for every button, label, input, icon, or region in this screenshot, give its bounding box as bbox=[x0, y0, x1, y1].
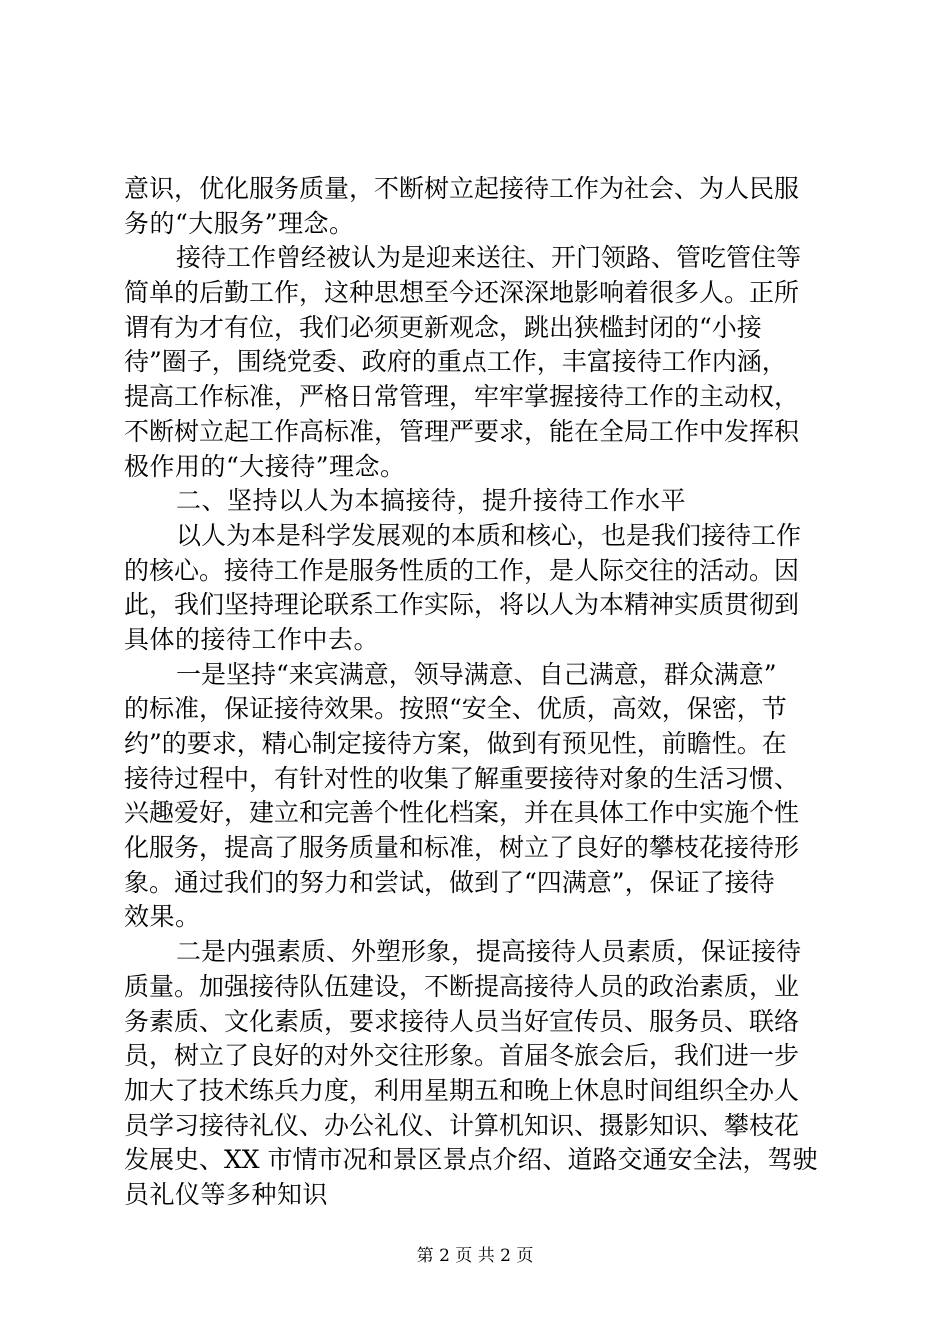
text-line: 具体的接待工作中去。 bbox=[124, 624, 380, 654]
text-line: 不断树立起工作高标准，管理严要求，能在全局工作中发挥积 bbox=[124, 416, 800, 446]
text-line: 象。通过我们的努力和尝试，做到了“四满意”，保证了接待 bbox=[124, 867, 775, 897]
text-line: 的标准，保证接待效果。按照“安全、优质，高效，保密，节 bbox=[124, 694, 787, 724]
text-line: 以人为本是科学发展观的本质和核心，也是我们接待工作 bbox=[176, 520, 802, 550]
text-line: 效果。 bbox=[124, 902, 201, 932]
text-line: 化服务，提高了服务质量和标准，树立了良好的攀枝花接待形 bbox=[124, 833, 800, 863]
text-line: 提高工作标准，严格日常管理，牢牢掌握接待工作的主动权， bbox=[124, 382, 800, 412]
body-text bbox=[124, 172, 836, 1213]
text-line: 简单的后勤工作，这种思想至今还深深地影响着很多人。正所 bbox=[124, 278, 800, 308]
text-line: 接待工作曾经被认为是迎来送往、开门领路、管吃管住等 bbox=[176, 243, 802, 273]
page-number-footer: 第 2 页 共 2 页 bbox=[416, 1246, 534, 1266]
text-line: 接待过程中，有针对性的收集了解重要接待对象的生活习惯、 bbox=[124, 763, 800, 793]
text-line: 意识，优化服务质量，不断树立起接待工作为社会、为人民服 bbox=[124, 174, 800, 203]
text-line: 一是坚持“来宾满意，领导满意、自己满意，群众满意” bbox=[176, 659, 777, 689]
text-line: 待”圈子，围绕党委、政府的重点工作，丰富接待工作内涵， bbox=[124, 347, 787, 377]
text-line: 加大了技术练兵力度，利用星期五和晚上休息时间组织全办人 bbox=[124, 1075, 800, 1105]
text-line: 谓有为才有位，我们必须更新观念，跳出狭槛封闭的“小接 bbox=[124, 312, 762, 342]
text-line: 极作用的“大接待”理念。 bbox=[124, 451, 406, 481]
text-line: 的核心。接待工作是服务性质的工作，是人际交往的活动。因 bbox=[124, 555, 800, 585]
text-line: 此，我们坚持理论联系工作实际，将以人为本精神实质贯彻到 bbox=[124, 590, 800, 620]
text-line: 二、坚持以人为本搞接待，提升接待工作水平 bbox=[176, 486, 687, 516]
text-line: 员学习接待礼仪、办公礼仪、计算机知识、摄影知识、攀枝花 bbox=[124, 1110, 800, 1140]
text-line: 约”的要求，精心制定接待方案，做到有预见性，前瞻性。在 bbox=[124, 729, 787, 758]
text-line: 员，树立了良好的对外交往形象。首届冬旅会后，我们进一步 bbox=[124, 1041, 800, 1071]
text-line: 员礼仪等多种知识 bbox=[124, 1179, 329, 1209]
text-line: 务的“大服务”理念。 bbox=[124, 208, 355, 238]
text-line: 务素质、文化素质，要求接待人员当好宣传员、服务员、联络 bbox=[124, 1006, 800, 1036]
text-line: 兴趣爱好，建立和完善个性化档案，并在具体工作中实施个性 bbox=[124, 798, 800, 828]
text-line: 二是内强素质、外塑形象，提高接待人员素质，保证接待 bbox=[176, 937, 802, 967]
text-line: 发展史、XX 市情市况和景区景点介绍、道路交通安全法，驾驶 bbox=[124, 1145, 818, 1175]
text-line: 质量。加强接待队伍建设，不断提高接待人员的政治素质，业 bbox=[124, 971, 800, 1001]
